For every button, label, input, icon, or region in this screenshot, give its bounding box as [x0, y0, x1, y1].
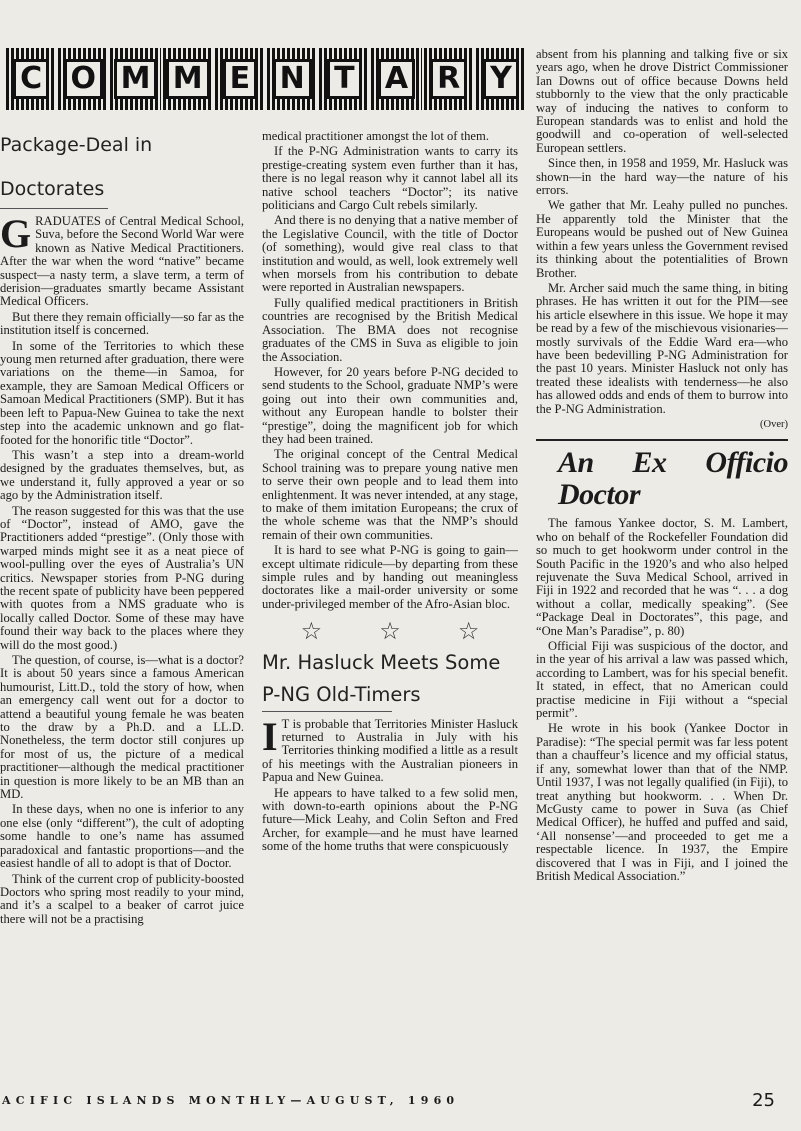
masthead-letter: [267, 48, 317, 110]
star-icon: ☆: [300, 617, 323, 646]
article-paragraph: The original concept of the Central Medical School training was to prepare young native men to serve their own people and to lead them into enlightenment. It was never intended, at any stage, to make of them imitation Europeans; the crux of the whole scheme was that the NMP’s should remain of their own communities.: [262, 447, 518, 542]
headline-line: Mr. Hasluck Meets Some: [262, 650, 501, 674]
page-number: 25: [752, 1090, 775, 1111]
article-paragraph: The question, of course, is—what is a doctor? It is about 50 years since a famous American humourist, Litt.D., told the story of how, when an emergency call went out for a doctor to attend a beautiful young female he was beaten to the draw by a Ph.D. and a LL.D. Nonetheless, the term doctor still conjures up for most of us, the picture of a medical practitioner—although the medical practitioner in question is more likely to be an MB than an MD.: [0, 653, 244, 802]
drop-cap: G: [0, 211, 32, 256]
masthead-letter-text: N: [273, 59, 312, 99]
section-stars: [272, 617, 508, 646]
headline-rule: [262, 711, 392, 712]
masthead-letter: [371, 48, 421, 110]
article-paragraph: This wasn’t a step into a dream-world designed by the graduates themselves, but, as we understand it, fully approved a year or so ago by the Administration itself.: [0, 447, 244, 503]
paragraph-text: RADUATES of Central Medical School, Suva, before the Second World War were known as Native Medical Practitioners. After the war when the word “native” became suspect—a nasty term, a slave term, a term of derision—graduates smartly became Assistant Medical Officers.: [0, 214, 244, 309]
masthead-letter-text: M: [114, 59, 158, 99]
masthead-letter: [319, 48, 369, 110]
masthead-letter: [6, 48, 56, 110]
page-footer: [0, 1090, 801, 1120]
article-headline: An Ex Officio Doctor: [558, 446, 788, 512]
article-paragraph: He appears to have talked to a few solid men, with down-to-earth opinions about the P-NG future—Mick Leahy, and Colin Sefton and Fred Archer, for example—and he must have learned some of the home truths that were conspicuously: [262, 785, 518, 854]
article-paragraph: In some of the Territories to which these young men returned after graduation, there were variations on the theme—in Samoa, for example, they are Samoan Medical Officers or Samoan Medical Practitioners (SMP). But it has been left to Papua-New Guinea to take the next step into the academic unknown and go flat-footed for the honorific title “Doctor”.: [0, 338, 244, 447]
masthead-letter: [58, 48, 108, 110]
masthead-letter-text: R: [430, 59, 467, 99]
article-paragraph: If the P-NG Administration wants to carry its prestige-creating system even further than it has, there is no legal reason why it cannot label all its native school teachers “Doctor”; its native politicians and Cargo Cult rebels similarly.: [262, 144, 518, 213]
headline-rule: [0, 208, 108, 209]
star-icon: ☆: [379, 617, 401, 646]
drop-cap: I: [262, 713, 278, 759]
article-paragraph: Fully qualified medical practitioners in British countries are recognised by the British Medical Association. The BMA does not recognise graduates of the CMS in Suva as eligible to join the Association.: [262, 295, 518, 364]
masthead-letter-text: O: [64, 59, 104, 99]
masthead-letter: [215, 48, 265, 110]
article-paragraph: He wrote in his book (Yankee Doctor in Paradise): “The special permit was far less potent than a chauffeur’s licence and my official status, if any, somewhat lower than that of the NMP. Until 1937, I was not legally qualified (in Fiji), to treat anything but hookworm. . . When Dr. McGusty came to power in Suva (as Chief Medical Officer), he huffed and puffed and said, ‘All nonsense’—and proceeded to get me a respectable licence. In 1937, the Empire discovered that I was in Fiji, and I joined the British Medical Association.”: [536, 721, 788, 883]
article-paragraph: It is hard to see what P-NG is going to gain—except ultimate ridicule—by departing from these simple rules and by handing out meaningless doctorates like a mail-order university or some under-privileged member of the Afro-Asian bloc.: [262, 543, 518, 611]
paragraph-text: T is probable that Territories Minister Hasluck returned to Australia in July with his Territories thinking modified a little as a result of his meetings with the Australian pioneers in Papua and New Guinea.: [262, 716, 518, 785]
column-right: [536, 48, 788, 885]
masthead-letter: [476, 48, 526, 110]
masthead-letter-text: C: [13, 59, 49, 99]
article-paragraph: The famous Yankee doctor, S. M. Lambert, who on behalf of the Rockefeller Foundation did so much to get hookworm under control in the South Pacific in the 1920’s and who also helped rejuvenate the Suva Medical School, arrived in Fiji in 1922 and recorded that he was “. . . a dog without a collar, medically speaking”. (See “Package Deal in Doctorates”, this page, and “One Man’s Paradise”, p. 80): [536, 516, 788, 638]
headline-line: P-NG Old-Timers: [262, 682, 421, 706]
star-icon: ☆: [457, 617, 480, 646]
continued-marker: (Over): [760, 418, 788, 430]
section-divider: [536, 439, 788, 441]
article-paragraph: In these days, when no one is inferior to any one else (only “different”), the cult of adopting some handle to one’s name has assumed paradoxical and fantastic proportions—and the easiest handle of all to adopt is that of Doctor.: [0, 802, 244, 871]
article-paragraph: Mr. Archer said much the same thing, in biting phrases. He has written it out for the PIM—see his article elsewhere in this issue. We hope it may be read by a few of the mischievous visionaries—mostly survivals of the Eddie Ward era—who have been bedevilling P-NG Administration for the past 10 years. Minister Hasluck not only has treated these idealists with tenderness—he also has allowed odds and ends of them to burrow into the P-NG Administration.: [536, 280, 788, 416]
article-headline: [262, 651, 518, 707]
headline-line: Package-Deal in: [0, 134, 153, 156]
masthead-letter: [424, 48, 474, 110]
masthead-letter-text: A: [378, 59, 415, 99]
article-paragraph: medical practitioner amongst the lot of them.: [262, 129, 489, 143]
masthead-letter-text: T: [327, 59, 361, 99]
masthead-letter: [163, 48, 213, 110]
article-paragraph: Since then, in 1958 and 1959, Mr. Hasluck was shown—in the hard way—the nature of his errors.: [536, 156, 788, 198]
column-middle: [262, 130, 518, 856]
masthead-letter-text: Y: [483, 59, 519, 99]
article-paragraph: The reason suggested for this was that the use of “Doctor”, instead of AMO, gave the Practitioners added “prestige”. (Only those with warped minds might see it as a neat piece of wool-pulling over the eyes of Australia’s UN critics. Newspaper stories from P-NG during the recent spate of publicity have been peppered with quotes from a NMS graduate who is locally called Doctor. Some of these may have found their way back to the places where they will do the most good.): [0, 503, 244, 652]
footer-publication: ACIFIC ISLANDS MONTHLY—AUGUST, 1960: [2, 1094, 460, 1107]
article-paragraph: But there they remain officially—so far as the institution itself is concerned.: [0, 309, 244, 338]
article-paragraph: However, for 20 years before P-NG decided to send students to the School, graduate NMP’s were going out into their own communities and, without any European handle to bolster their “prestige”, doing the magnificent job for which they had been trained.: [262, 364, 518, 446]
article-paragraph: [262, 713, 518, 785]
article-paragraph: And there is no denying that a native member of the Legislative Council, with the title of Doctor (of something), would give real class to that institution and would, as well, look extremely well when morsels from his contribution to debate were reported in Australian newspapers.: [262, 213, 518, 295]
masthead-letter: [110, 48, 160, 110]
article-paragraph: [0, 211, 244, 309]
masthead-letter-text: M: [166, 59, 210, 99]
article-headline: [0, 134, 244, 200]
commentary-masthead: [6, 48, 526, 110]
article-paragraph: We gather that Mr. Leahy pulled no punches. He apparently told the Minister that the Europeans would be pushed out of New Guinea within a few years unless the Government revised its thinking about the potentialities of Brown Brother.: [536, 198, 788, 280]
column-left: [0, 130, 244, 928]
article-paragraph: Official Fiji was suspicious of the doctor, and in the year of his arrival a law was passed which, according to Lambert, was for his special benefit. It stated, in effect, that no American could practise medicine in Fiji without a “special permit”.: [536, 639, 788, 721]
article-paragraph: absent from his planning and talking five or six years ago, when he drove District Commissioner Ian Downs out of office because Downs held stubbornly to the view that the only practicable way of inducing the natives to conform to European standards was to enlist and hold the goodwill and co-operation of well-selected European settlers.: [536, 47, 788, 155]
headline-line: Doctorates: [0, 178, 105, 200]
article-paragraph: Think of the current crop of publicity-boosted Doctors who spring most readily to your mind, and it’s a scalpel to a beaker of carrot juice there will not be a practising: [0, 871, 244, 926]
masthead-letter-text: E: [223, 59, 258, 99]
